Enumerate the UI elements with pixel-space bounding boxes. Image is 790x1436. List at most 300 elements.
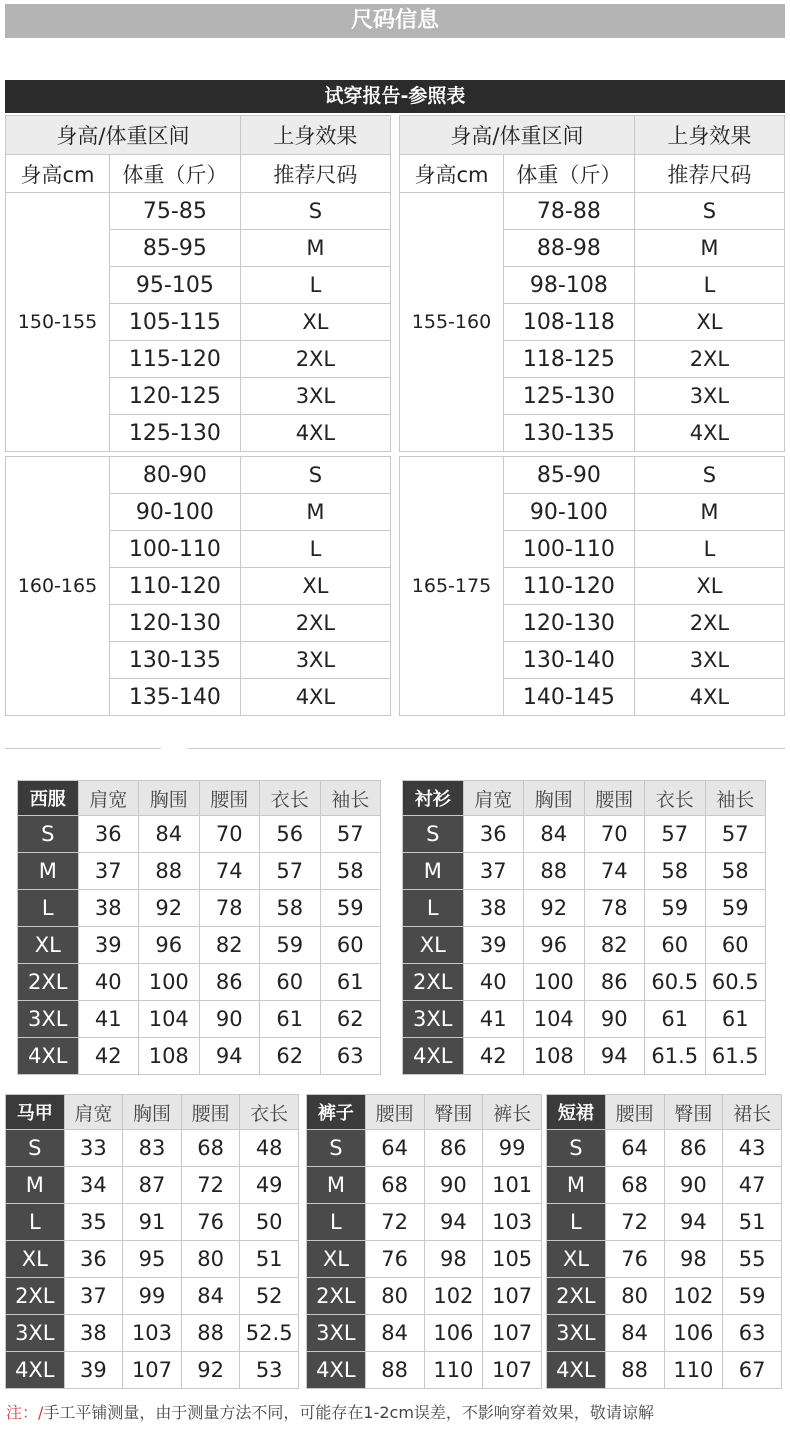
col-effect-header: 上身效果 xyxy=(634,116,784,155)
measure-cell: 36 xyxy=(64,1241,123,1278)
size-cell: M xyxy=(240,230,390,267)
size-cell: 2XL xyxy=(240,341,390,378)
table-header-row xyxy=(403,781,766,816)
size-label-cell: S xyxy=(547,1130,606,1167)
measure-cell: 33 xyxy=(64,1130,123,1167)
column-header: 腰围 xyxy=(365,1095,424,1130)
table-row xyxy=(403,1038,766,1075)
size-label-cell: S xyxy=(403,816,464,853)
measure-cell: 40 xyxy=(78,964,139,1001)
sub-size-header: 推荐尺码 xyxy=(240,155,390,193)
column-header: 衣长 xyxy=(260,781,321,816)
measure-cell: 84 xyxy=(139,816,200,853)
table-row xyxy=(6,1315,299,1352)
measure-cell: 62 xyxy=(260,1038,321,1075)
measure-cell: 57 xyxy=(320,816,381,853)
height-range-cell: 150-155 xyxy=(6,193,110,452)
weight-cell: 118-125 xyxy=(503,341,634,378)
weight-cell: 110-120 xyxy=(109,568,240,605)
measure-cell: 94 xyxy=(199,1038,260,1075)
measure-cell: 49 xyxy=(240,1167,299,1204)
measure-cell: 52.5 xyxy=(240,1315,299,1352)
size-cell: 4XL xyxy=(240,679,390,716)
measure-cell: 80 xyxy=(605,1278,664,1315)
weight-cell: 78-88 xyxy=(503,193,634,230)
measure-cell: 58 xyxy=(645,853,706,890)
size-cell: 3XL xyxy=(240,378,390,415)
fit-table xyxy=(5,115,391,452)
size-label-cell: S xyxy=(18,816,79,853)
table-row xyxy=(6,1352,299,1389)
weight-cell: 95-105 xyxy=(109,267,240,304)
measure-cell: 102 xyxy=(424,1278,483,1315)
measure-cell: 68 xyxy=(605,1167,664,1204)
column-header: 胸围 xyxy=(123,1095,182,1130)
height-range-cell: 160-165 xyxy=(6,457,110,716)
measure-cell: 37 xyxy=(64,1278,123,1315)
measure-cell: 86 xyxy=(664,1130,723,1167)
size-cell: 2XL xyxy=(634,341,784,378)
measure-cell: 107 xyxy=(483,1315,542,1352)
measure-cell: 76 xyxy=(365,1241,424,1278)
table-row xyxy=(403,1001,766,1038)
size-cell: XL xyxy=(634,568,784,605)
measure-cell: 59 xyxy=(723,1278,782,1315)
fit-table xyxy=(399,115,785,452)
height-range-cell: 155-160 xyxy=(400,193,504,452)
measure-cell: 84 xyxy=(524,816,585,853)
weight-cell: 80-90 xyxy=(109,457,240,494)
size-label-cell: L xyxy=(18,890,79,927)
size-label-cell: L xyxy=(547,1204,606,1241)
size-cell: S xyxy=(240,193,390,230)
measure-cell: 38 xyxy=(64,1315,123,1352)
table-row xyxy=(18,853,381,890)
measure-cell: 90 xyxy=(664,1167,723,1204)
measure-cell: 36 xyxy=(463,816,524,853)
measure-cell: 57 xyxy=(705,816,766,853)
measure-cell: 68 xyxy=(365,1167,424,1204)
measure-cell: 104 xyxy=(139,1001,200,1038)
size-table-suit xyxy=(17,780,381,1075)
table-row xyxy=(547,1352,782,1389)
measure-cell: 87 xyxy=(123,1167,182,1204)
table-row xyxy=(403,927,766,964)
table-row xyxy=(403,890,766,927)
measure-cell: 80 xyxy=(181,1241,240,1278)
table-row xyxy=(6,1130,299,1167)
measure-cell: 59 xyxy=(705,890,766,927)
measure-cell: 74 xyxy=(199,853,260,890)
weight-cell: 98-108 xyxy=(503,267,634,304)
weight-cell: 125-130 xyxy=(109,415,240,452)
size-cell: 4XL xyxy=(634,415,784,452)
weight-cell: 75-85 xyxy=(109,193,240,230)
size-label-cell: M xyxy=(18,853,79,890)
size-spec-table xyxy=(402,780,766,1075)
size-label-cell: XL xyxy=(18,927,79,964)
measure-cell: 47 xyxy=(723,1167,782,1204)
size-table-shirt xyxy=(402,780,766,1075)
table-row xyxy=(6,193,391,230)
measure-cell: 64 xyxy=(605,1130,664,1167)
table-row xyxy=(307,1130,542,1167)
measure-cell: 53 xyxy=(240,1352,299,1389)
size-cell: M xyxy=(634,494,784,531)
measure-cell: 103 xyxy=(483,1204,542,1241)
size-label-cell: M xyxy=(403,853,464,890)
measure-cell: 86 xyxy=(584,964,645,1001)
sub-height-header: 身高cm xyxy=(400,155,504,193)
size-label-cell: 3XL xyxy=(403,1001,464,1038)
table-row xyxy=(18,816,381,853)
size-label-cell: 2XL xyxy=(307,1278,366,1315)
measure-cell: 94 xyxy=(424,1204,483,1241)
measurement-note xyxy=(6,1400,786,1423)
measure-cell: 60.5 xyxy=(645,964,706,1001)
size-cell: L xyxy=(240,267,390,304)
measure-cell: 70 xyxy=(584,816,645,853)
size-cell: XL xyxy=(634,304,784,341)
size-cell: L xyxy=(634,531,784,568)
weight-cell: 120-130 xyxy=(503,605,634,642)
measure-cell: 78 xyxy=(199,890,260,927)
measure-cell: 76 xyxy=(181,1204,240,1241)
size-cell: S xyxy=(240,457,390,494)
weight-cell: 108-118 xyxy=(503,304,634,341)
measure-cell: 78 xyxy=(584,890,645,927)
size-table-pants xyxy=(306,1094,542,1389)
size-label-cell: S xyxy=(6,1130,65,1167)
fit-report-title: 试穿报告-参照表 xyxy=(5,80,785,113)
weight-cell: 135-140 xyxy=(109,679,240,716)
measure-cell: 60 xyxy=(320,927,381,964)
col-effect-header: 上身效果 xyxy=(240,116,390,155)
size-cell: 3XL xyxy=(634,642,784,679)
measure-cell: 72 xyxy=(365,1204,424,1241)
column-header: 裙长 xyxy=(723,1095,782,1130)
table-header-row xyxy=(547,1095,782,1130)
size-cell: 2XL xyxy=(634,605,784,642)
size-label-cell: 3XL xyxy=(547,1315,606,1352)
measure-cell: 60 xyxy=(645,927,706,964)
measure-cell: 39 xyxy=(78,927,139,964)
measure-cell: 76 xyxy=(605,1241,664,1278)
col-range-header: 身高/体重区间 xyxy=(400,116,635,155)
size-cell: S xyxy=(634,457,784,494)
size-cell: XL xyxy=(240,568,390,605)
table-name-cell: 裤子 xyxy=(307,1095,366,1130)
measure-cell: 38 xyxy=(78,890,139,927)
measure-cell: 108 xyxy=(524,1038,585,1075)
measure-cell: 100 xyxy=(139,964,200,1001)
column-header: 胸围 xyxy=(524,781,585,816)
measure-cell: 107 xyxy=(483,1352,542,1389)
measure-cell: 88 xyxy=(365,1352,424,1389)
measure-cell: 105 xyxy=(483,1241,542,1278)
size-label-cell: XL xyxy=(6,1241,65,1278)
measure-cell: 99 xyxy=(123,1278,182,1315)
divider-left xyxy=(5,748,161,749)
measure-cell: 42 xyxy=(463,1038,524,1075)
measure-cell: 92 xyxy=(139,890,200,927)
column-header: 胸围 xyxy=(139,781,200,816)
measure-cell: 94 xyxy=(664,1204,723,1241)
size-spec-table xyxy=(546,1094,782,1389)
measure-cell: 84 xyxy=(605,1315,664,1352)
height-range-cell: 165-175 xyxy=(400,457,504,716)
table-row xyxy=(547,1241,782,1278)
measure-cell: 82 xyxy=(199,927,260,964)
table-name-cell: 衬衫 xyxy=(403,781,464,816)
measure-cell: 34 xyxy=(64,1167,123,1204)
size-label-cell: XL xyxy=(547,1241,606,1278)
size-table-skirt xyxy=(546,1094,782,1389)
size-cell: M xyxy=(634,230,784,267)
measure-cell: 61 xyxy=(645,1001,706,1038)
measure-cell: 51 xyxy=(723,1204,782,1241)
measure-cell: 106 xyxy=(664,1315,723,1352)
measure-cell: 110 xyxy=(424,1352,483,1389)
size-cell: 4XL xyxy=(634,679,784,716)
measure-cell: 58 xyxy=(260,890,321,927)
measure-cell: 58 xyxy=(320,853,381,890)
sub-height-header: 身高cm xyxy=(6,155,110,193)
measure-cell: 50 xyxy=(240,1204,299,1241)
table-row xyxy=(6,1167,299,1204)
measure-cell: 72 xyxy=(181,1167,240,1204)
size-cell: XL xyxy=(240,304,390,341)
size-table-vest xyxy=(5,1094,299,1389)
size-label-cell: 4XL xyxy=(18,1038,79,1075)
weight-cell: 130-135 xyxy=(109,642,240,679)
weight-cell: 105-115 xyxy=(109,304,240,341)
size-spec-table xyxy=(5,1094,299,1389)
measure-cell: 91 xyxy=(123,1204,182,1241)
measure-cell: 61 xyxy=(260,1001,321,1038)
size-label-cell: 4XL xyxy=(6,1352,65,1389)
size-label-cell: 4XL xyxy=(547,1352,606,1389)
column-header: 臀围 xyxy=(664,1095,723,1130)
measure-cell: 48 xyxy=(240,1130,299,1167)
measure-cell: 37 xyxy=(463,853,524,890)
table-row xyxy=(547,1130,782,1167)
weight-cell: 88-98 xyxy=(503,230,634,267)
measure-cell: 64 xyxy=(365,1130,424,1167)
size-cell: 3XL xyxy=(240,642,390,679)
measure-cell: 55 xyxy=(723,1241,782,1278)
measure-cell: 88 xyxy=(139,853,200,890)
measure-cell: 36 xyxy=(78,816,139,853)
measure-cell: 60 xyxy=(260,964,321,1001)
table-row xyxy=(307,1167,542,1204)
size-label-cell: 2XL xyxy=(547,1278,606,1315)
measure-cell: 51 xyxy=(240,1241,299,1278)
size-spec-table xyxy=(306,1094,542,1389)
measure-cell: 107 xyxy=(483,1278,542,1315)
weight-cell: 130-140 xyxy=(503,642,634,679)
measure-cell: 86 xyxy=(199,964,260,1001)
weight-cell: 100-110 xyxy=(109,531,240,568)
size-label-cell: 3XL xyxy=(6,1315,65,1352)
table-header-row xyxy=(307,1095,542,1130)
table-row xyxy=(400,457,785,494)
size-cell: L xyxy=(240,531,390,568)
measure-cell: 35 xyxy=(64,1204,123,1241)
measure-cell: 88 xyxy=(524,853,585,890)
table-name-cell: 短裙 xyxy=(547,1095,606,1130)
measure-cell: 80 xyxy=(365,1278,424,1315)
weight-cell: 115-120 xyxy=(109,341,240,378)
page-header: 尺码信息 xyxy=(5,4,785,38)
measure-cell: 88 xyxy=(181,1315,240,1352)
measure-cell: 92 xyxy=(181,1352,240,1389)
table-row xyxy=(6,1241,299,1278)
measure-cell: 84 xyxy=(365,1315,424,1352)
measure-cell: 61 xyxy=(320,964,381,1001)
measure-cell: 57 xyxy=(260,853,321,890)
weight-cell: 90-100 xyxy=(503,494,634,531)
table-row xyxy=(400,193,785,230)
table-row xyxy=(18,1038,381,1075)
measure-cell: 70 xyxy=(199,816,260,853)
measure-cell: 61.5 xyxy=(705,1038,766,1075)
measure-cell: 96 xyxy=(524,927,585,964)
measure-cell: 106 xyxy=(424,1315,483,1352)
weight-cell: 85-95 xyxy=(109,230,240,267)
table-name-cell: 马甲 xyxy=(6,1095,65,1130)
measure-cell: 98 xyxy=(424,1241,483,1278)
weight-cell: 85-90 xyxy=(503,457,634,494)
weight-cell: 120-125 xyxy=(109,378,240,415)
measure-cell: 43 xyxy=(723,1130,782,1167)
measure-cell: 72 xyxy=(605,1204,664,1241)
measure-cell: 37 xyxy=(78,853,139,890)
column-header: 腰围 xyxy=(584,781,645,816)
size-label-cell: 4XL xyxy=(307,1352,366,1389)
size-label-cell: S xyxy=(307,1130,366,1167)
measure-cell: 62 xyxy=(320,1001,381,1038)
table-row xyxy=(403,964,766,1001)
table-row xyxy=(307,1204,542,1241)
measure-cell: 42 xyxy=(78,1038,139,1075)
measure-cell: 41 xyxy=(463,1001,524,1038)
measure-cell: 110 xyxy=(664,1352,723,1389)
measure-cell: 90 xyxy=(584,1001,645,1038)
measure-cell: 61.5 xyxy=(645,1038,706,1075)
measure-cell: 83 xyxy=(123,1130,182,1167)
size-spec-table xyxy=(17,780,381,1075)
size-label-cell: M xyxy=(6,1167,65,1204)
table-row xyxy=(18,927,381,964)
table-row xyxy=(18,890,381,927)
weight-cell: 130-135 xyxy=(503,415,634,452)
size-label-cell: M xyxy=(307,1167,366,1204)
column-header: 袖长 xyxy=(320,781,381,816)
size-label-cell: XL xyxy=(403,927,464,964)
table-row xyxy=(307,1241,542,1278)
table-row xyxy=(307,1278,542,1315)
measure-cell: 98 xyxy=(664,1241,723,1278)
column-header: 肩宽 xyxy=(78,781,139,816)
column-header: 腰围 xyxy=(199,781,260,816)
size-label-cell: 4XL xyxy=(403,1038,464,1075)
col-range-header: 身高/体重区间 xyxy=(6,116,241,155)
measure-cell: 84 xyxy=(181,1278,240,1315)
measure-cell: 90 xyxy=(199,1001,260,1038)
column-header: 衣长 xyxy=(645,781,706,816)
measure-cell: 100 xyxy=(524,964,585,1001)
measure-cell: 56 xyxy=(260,816,321,853)
fit-table-165-175 xyxy=(399,456,785,716)
measure-cell: 61 xyxy=(705,1001,766,1038)
measure-cell: 108 xyxy=(139,1038,200,1075)
sub-size-header: 推荐尺码 xyxy=(634,155,784,193)
note-text: 手工平铺测量，由于测量方法不同，可能存在1-2cm误差，不影响穿着效果，敬请谅解 xyxy=(43,1403,654,1422)
measure-cell: 57 xyxy=(645,816,706,853)
size-cell: 4XL xyxy=(240,415,390,452)
measure-cell: 92 xyxy=(524,890,585,927)
column-header: 肩宽 xyxy=(463,781,524,816)
measure-cell: 107 xyxy=(123,1352,182,1389)
measure-cell: 96 xyxy=(139,927,200,964)
table-row xyxy=(18,1001,381,1038)
table-row xyxy=(6,1278,299,1315)
measure-cell: 60 xyxy=(705,927,766,964)
size-cell: M xyxy=(240,494,390,531)
measure-cell: 82 xyxy=(584,927,645,964)
table-row xyxy=(547,1204,782,1241)
weight-cell: 125-130 xyxy=(503,378,634,415)
size-label-cell: 3XL xyxy=(307,1315,366,1352)
measure-cell: 103 xyxy=(123,1315,182,1352)
note-prefix: 注：/ xyxy=(6,1403,44,1422)
size-label-cell: 2XL xyxy=(18,964,79,1001)
size-cell: 2XL xyxy=(240,605,390,642)
measure-cell: 63 xyxy=(723,1315,782,1352)
divider-right xyxy=(188,748,785,749)
table-row xyxy=(18,964,381,1001)
table-row xyxy=(547,1315,782,1352)
size-label-cell: L xyxy=(403,890,464,927)
table-row xyxy=(547,1278,782,1315)
weight-cell: 100-110 xyxy=(503,531,634,568)
measure-cell: 39 xyxy=(64,1352,123,1389)
column-header: 袖长 xyxy=(705,781,766,816)
size-label-cell: 2XL xyxy=(6,1278,65,1315)
sub-weight-header: 体重（斤） xyxy=(503,155,634,193)
size-label-cell: XL xyxy=(307,1241,366,1278)
weight-cell: 140-145 xyxy=(503,679,634,716)
table-row xyxy=(6,1204,299,1241)
measure-cell: 59 xyxy=(260,927,321,964)
measure-cell: 63 xyxy=(320,1038,381,1075)
column-header: 臀围 xyxy=(424,1095,483,1130)
column-header: 衣长 xyxy=(240,1095,299,1130)
table-header-row xyxy=(6,1095,299,1130)
table-row xyxy=(403,816,766,853)
table-row xyxy=(307,1352,542,1389)
weight-cell: 90-100 xyxy=(109,494,240,531)
table-row xyxy=(547,1167,782,1204)
sub-weight-header: 体重（斤） xyxy=(109,155,240,193)
measure-cell: 68 xyxy=(181,1130,240,1167)
column-header: 腰围 xyxy=(181,1095,240,1130)
size-label-cell: M xyxy=(547,1167,606,1204)
weight-cell: 110-120 xyxy=(503,568,634,605)
measure-cell: 39 xyxy=(463,927,524,964)
measure-cell: 104 xyxy=(524,1001,585,1038)
